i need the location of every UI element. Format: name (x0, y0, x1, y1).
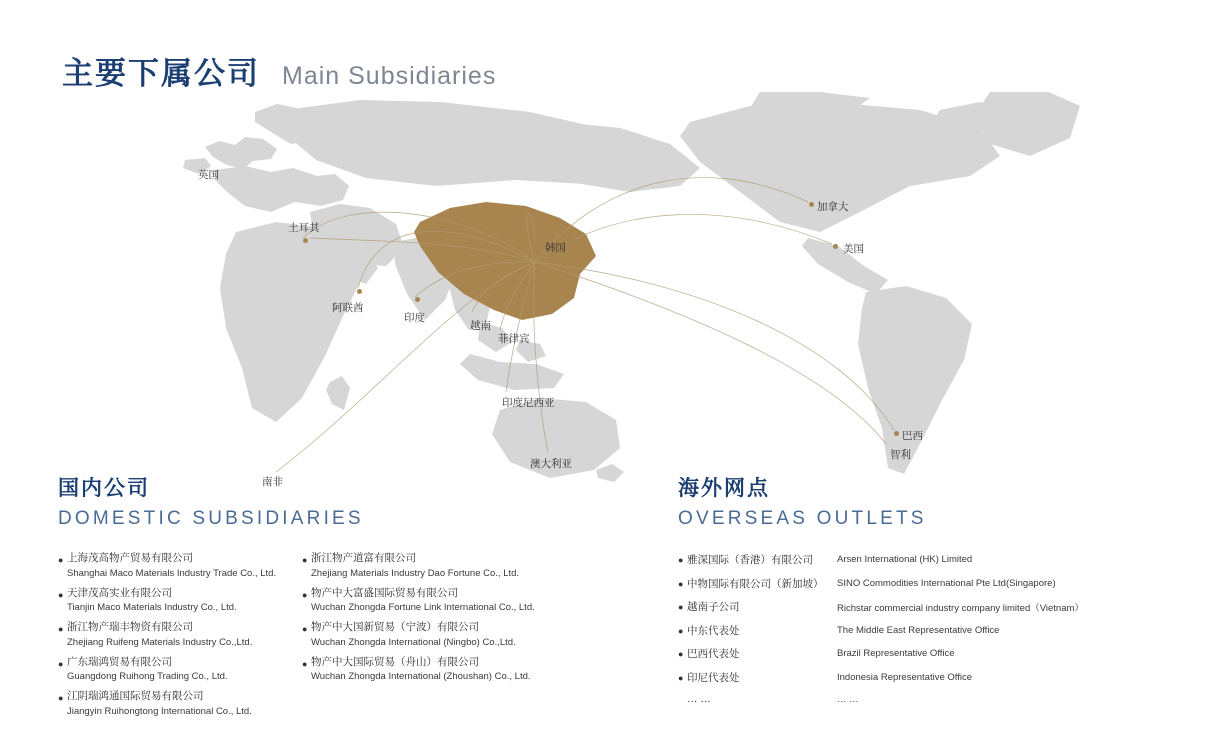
list-item-label-en: Shanghai Maco Materials Industry Trade Co., Ltd. (67, 567, 277, 579)
bullet-icon: ● (58, 589, 64, 600)
list-item-label-cn: 物产中大国际贸易（舟山）有限公司 (311, 655, 479, 668)
map-city-dot (833, 244, 838, 249)
list-item-label-en: SINO Commodities International Pte Ltd(Singapore) (837, 577, 1056, 589)
bullet-icon: ● (302, 624, 308, 634)
list-item-label-en: Wuchan Zhongda Fortune Link International Co., Ltd. (311, 602, 535, 613)
list-item-label-en: Guangdong Ruihong Trading Co., Ltd. (67, 671, 228, 682)
list-item (58, 552, 298, 580)
map-label: 智利 (890, 449, 911, 461)
list-item-label-en: Brazil Representative Office (837, 648, 955, 659)
bullet-icon: ● (678, 625, 684, 636)
map-label: 印度尼西亚 (502, 397, 555, 409)
page-title-cn: 主要下属公司 (62, 56, 260, 91)
list-item (678, 670, 1148, 685)
list-item-label-cn: 中东代表处 (687, 624, 740, 637)
list-item (678, 623, 1148, 638)
list-item-label-en: Tianjin Maco Materials Industry Co., Ltd. (67, 602, 237, 613)
bullet-icon: ● (58, 693, 64, 703)
list-item-label-en: Jiangyin Ruihongtong International Co., Ltd. (67, 705, 252, 717)
list-item (678, 646, 1148, 661)
map-label: 加拿大 (817, 201, 849, 213)
list-item-label-cn: 江阴瑞鸿通国际贸易有限公司 (67, 690, 204, 702)
list-item-label-cn: 巴西代表处 (687, 648, 740, 660)
bullet-icon: ● (678, 649, 684, 659)
list-item-label-en: Zhejiang Ruifeng Materials Industry Co.,Ltd. (67, 636, 253, 648)
list-item-label-en: Zhejiang Materials Industry Dao Fortune Co., Ltd. (311, 567, 520, 579)
map-label: 越南 (470, 320, 491, 332)
map-label: 土耳其 (288, 222, 320, 234)
map-city-dot (415, 297, 420, 302)
domestic-title-cn: 国内公司 (58, 477, 150, 500)
map-label: 美国 (843, 243, 864, 255)
list-item (678, 552, 1148, 567)
map-city-dot (357, 289, 362, 294)
list-item-label-cn: 越南子公司 (687, 601, 740, 613)
list-item-label-cn: 印尼代表处 (687, 671, 740, 684)
domestic-heading (58, 472, 364, 530)
list-item-label-cn: 浙江物产道富有限公司 (311, 552, 416, 564)
list-item (678, 576, 1148, 591)
list-item-label-cn: … … (687, 693, 711, 705)
list-item-label-en: Richstar commercial industry company limited（Vietnam） (837, 602, 1084, 614)
bullet-icon: ● (302, 658, 308, 669)
page-title (62, 48, 496, 93)
map-city-dot (535, 242, 540, 247)
list-item-label-cn: 广东瑞鸿贸易有限公司 (67, 655, 172, 668)
map-landmasses (183, 92, 1080, 482)
list-item-label-cn: 上海茂高物产贸易有限公司 (67, 552, 193, 564)
overseas-list (678, 552, 1148, 714)
domestic-title-en: DOMESTIC SUBSIDIARIES (58, 508, 364, 529)
map-label: 印度 (404, 312, 425, 324)
bullet-icon: ● (58, 624, 64, 634)
list-item (302, 621, 562, 649)
list-item-label-en: Wuchan Zhongda International (Zhoushan) Co., Ltd. (311, 671, 531, 682)
list-item-label-cn: 天津茂高实业有限公司 (67, 586, 172, 599)
map-city-dot (809, 202, 814, 207)
list-item (678, 693, 1148, 705)
map-label: 菲律宾 (498, 333, 530, 345)
overseas-title-en: OVERSEAS OUTLETS (678, 508, 927, 529)
list-item (678, 599, 1148, 614)
list-item (302, 656, 562, 684)
page-title-en: Main Subsidiaries (282, 62, 497, 90)
map-label: 韩国 (545, 242, 566, 254)
list-item-label-en: Arsen International (HK) Limited (837, 554, 973, 565)
map-label: 英国 (198, 169, 219, 181)
bullet-icon: ● (302, 589, 308, 600)
list-item-label-cn: 物产中大富盛国际贸易有限公司 (311, 586, 458, 599)
list-item-label-en: Indonesia Representative Office (837, 671, 973, 683)
map-city-dot (894, 431, 899, 436)
list-item (58, 656, 298, 684)
list-item-label-cn: 雅深国际（香港）有限公司 (687, 554, 813, 566)
map-city-dot (303, 238, 308, 243)
overseas-heading (678, 472, 927, 530)
domestic-list-column-2 (302, 552, 562, 690)
map-label: 澳大利亚 (530, 458, 572, 470)
list-item (58, 690, 298, 718)
bullet-icon: ● (678, 672, 684, 683)
list-item (58, 587, 298, 615)
list-item-label-en: Wuchan Zhongda International (Ningbo) Co.,Ltd. (311, 636, 516, 648)
domestic-list-column-1 (58, 552, 298, 725)
list-item-label-cn: 中物国际有限公司（新加坡） (687, 577, 824, 590)
overseas-title-cn: 海外网点 (678, 477, 770, 500)
bullet-icon: ● (678, 555, 684, 565)
bullet-icon: ● (678, 578, 684, 589)
list-item-label-en: The Middle East Representative Office (837, 624, 1000, 636)
list-item-label-cn: 物产中大国新贸易（宁波）有限公司 (311, 621, 479, 633)
bullet-icon: ● (302, 555, 308, 565)
map-label: 巴西 (902, 430, 923, 442)
bullet-icon: ● (58, 658, 64, 669)
list-item (302, 587, 562, 615)
map-label: 南非 (262, 476, 283, 488)
world-map-svg (0, 92, 1208, 482)
list-item-label-cn: 浙江物产瑞丰物资有限公司 (67, 621, 193, 633)
list-item (58, 621, 298, 649)
list-item-label-en: … … (837, 693, 859, 705)
list-item (302, 552, 562, 580)
map-label: 阿联酋 (332, 302, 364, 314)
bullet-icon: ● (58, 555, 64, 565)
bullet-icon: ● (678, 602, 684, 612)
world-map (0, 92, 1208, 488)
